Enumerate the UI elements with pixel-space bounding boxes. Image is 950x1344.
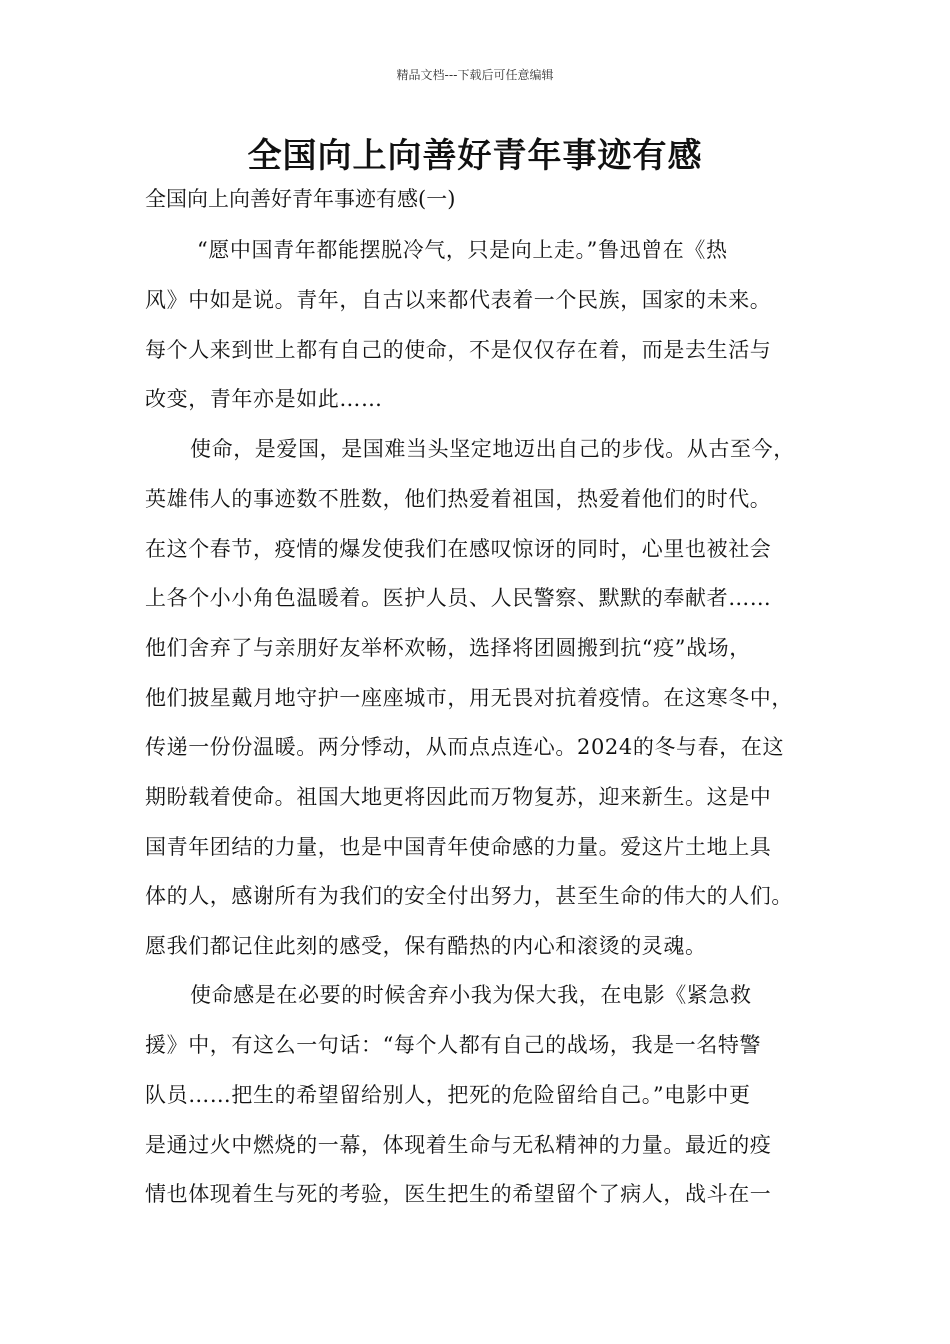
paragraph-2-line-8: 期盼载着使命。祖国大地更将因此而万物复苏，迎来新生。这是中 xyxy=(145,785,772,809)
paragraph-2-line-4: 上各个小小角色温暖着。医护人员、人民警察、默默的奉献者…… xyxy=(145,586,772,610)
paragraph-2-line-1: 使命，是爱国，是国难当头坚定地迈出自己的步伐。从古至今， xyxy=(190,437,795,461)
paragraph-2-line-6: 他们披星戴月地守护一座座城市，用无畏对抗着疫情。在这寒冬中， xyxy=(145,686,793,710)
paragraph-1-line-1: “愿中国青年都能摆脱冷气，只是向上走。”鲁迅曾在《热 xyxy=(197,238,728,262)
page-header-note: 精品文档---下载后可任意编辑 xyxy=(396,68,554,82)
paragraph-3-line-5: 情也体现着生与死的考验，医生把生的希望留个了病人，战斗在一 xyxy=(145,1182,772,1206)
paragraph-2-line-11: 愿我们都记住此刻的感受，保有酷热的内心和滚烫的灵魂。 xyxy=(145,934,707,958)
paragraph-2-line-10: 体的人，感谢所有为我们的安全付出努力，甚至生命的伟大的人们。 xyxy=(145,884,793,908)
paragraph-3-line-2: 援》中，有这么一句话：“每个人都有自己的战场，我是一名特警 xyxy=(145,1033,762,1057)
paragraph-2-line-7: 传递一份份温暖。两分悸动，从而点点连心。2024的冬与春，在这 xyxy=(145,735,785,759)
paragraph-2-line-2: 英雄伟人的事迹数不胜数，他们热爱着祖国，热爱着他们的时代。 xyxy=(145,487,772,511)
document-subtitle: 全国向上向善好青年事迹有感(一) xyxy=(145,187,456,211)
paragraph-3-line-1: 使命感是在必要的时候舍弃小我为保大我，在电影《紧急救 xyxy=(190,983,752,1007)
paragraph-2-line-9: 国青年团结的力量，也是中国青年使命感的力量。爱这片土地上具 xyxy=(145,835,772,859)
paragraph-3-line-3: 队员……把生的希望留给别人，把死的危险留给自己。”电影中更 xyxy=(145,1083,751,1107)
paragraph-3-line-4: 是通过火中燃烧的一幕，体现着生命与无私精神的力量。最近的疫 xyxy=(145,1133,772,1157)
document-title: 全国向上向善好青年事迹有感 xyxy=(247,136,703,176)
paragraph-1-line-3: 每个人来到世上都有自己的使命，不是仅仅存在着，而是去生活与 xyxy=(145,338,772,362)
paragraph-2-line-5: 他们舍弃了与亲朋好友举杯欢畅，选择将团圆搬到抗“疫”战场， xyxy=(145,636,751,660)
paragraph-1-line-2: 风》中如是说。青年，自古以来都代表着一个民族，国家的未来。 xyxy=(145,288,772,312)
paragraph-2-line-3: 在这个春节，疫情的爆发使我们在感叹惊讶的同时，心里也被社会 xyxy=(145,537,772,561)
paragraph-1-line-4: 改变，青年亦是如此…… xyxy=(145,387,383,411)
